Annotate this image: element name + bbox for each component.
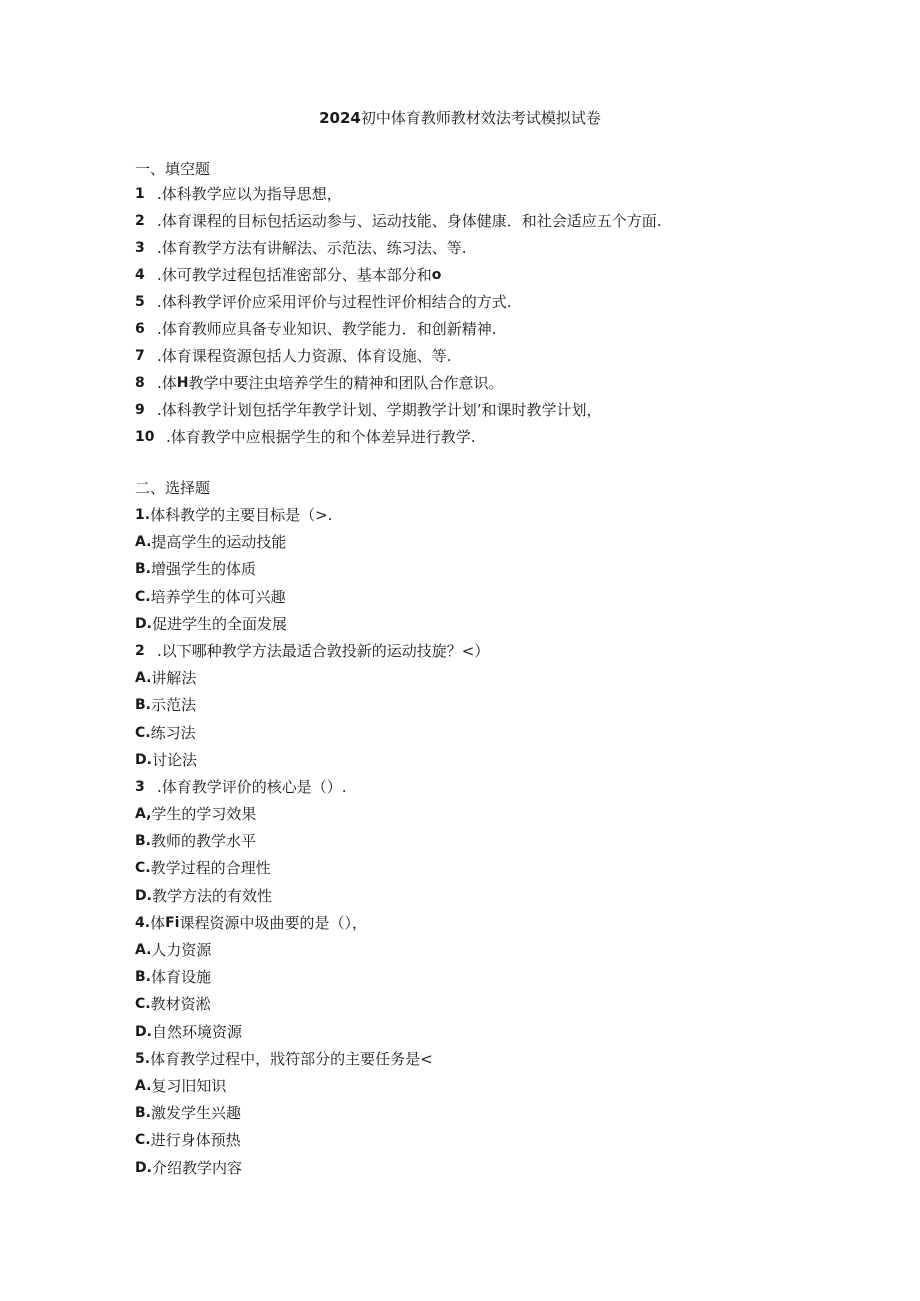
choice-option [135, 559, 489, 586]
question-text-part: 教学中要注虫培养学生的精神和团队合作意识。 [188, 374, 504, 392]
fill-in-question [135, 427, 662, 454]
question-text: .体育教学中应根据学生的和个体差异进行教学. [166, 428, 476, 446]
option-text: 讲解法 [151, 669, 197, 688]
option-letter: A. [135, 670, 152, 687]
fill-in-question [135, 265, 662, 292]
option-letter: D. [135, 887, 152, 904]
question-text-bold: H [176, 375, 189, 391]
choice-question [135, 505, 489, 532]
option-text: 进行身体预热 [150, 1131, 241, 1150]
option-text: 讨论法 [151, 750, 197, 769]
fill-in-question [135, 211, 662, 238]
question-text: .体科教学计划包括学年教学计划、学期教学计划’和课时教学计划， [157, 401, 602, 419]
question-text: 体育教学过程中，戕符部分的主要任务是< [150, 1049, 433, 1068]
fill-in-question [135, 292, 662, 319]
fill-in-question-list [135, 184, 662, 454]
option-text: 复习旧知识 [151, 1076, 227, 1095]
question-number: 2 [135, 642, 145, 659]
question-text-part: .体 [157, 374, 177, 392]
option-letter: C. [135, 1132, 151, 1149]
option-text: 示范法 [151, 696, 197, 715]
option-text: 提高学生的运动技能 [151, 533, 287, 552]
fill-in-question [135, 319, 662, 346]
question-number: 4. [135, 914, 151, 931]
option-text: 体育设施 [151, 968, 212, 987]
option-text: 教材资淞 [150, 995, 211, 1014]
question-text: .体育教学方法有讲解法、示范法、练习法、等. [157, 239, 467, 257]
option-letter: A. [135, 942, 152, 958]
option-text: 自然环境资源 [151, 1022, 242, 1041]
choice-option [135, 1103, 489, 1130]
option-text: 练习法 [150, 723, 196, 742]
question-text-tail: o [431, 267, 442, 283]
option-letter: D. [135, 1159, 152, 1176]
question-number: 7 [135, 348, 145, 364]
option-letter: B. [135, 833, 151, 850]
question-text-part: 体 [150, 913, 166, 932]
choice-question [135, 777, 489, 804]
question-text: .以下哪种教学方法最适合敦投新的运动技旋？<） [157, 641, 490, 660]
question-text-bold: Fi [165, 914, 180, 931]
choice-option [135, 804, 489, 831]
option-letter: B. [135, 969, 151, 986]
question-text: .体育课程资源包括人力资源、体育设施、等. [157, 347, 452, 365]
option-text: 促进学生的全面发展 [151, 614, 287, 633]
question-number: 2 [135, 213, 145, 229]
option-text: 教学过程的合理性 [150, 859, 271, 878]
question-number: 8 [135, 375, 145, 391]
option-text: 介绍教学内容 [151, 1158, 242, 1177]
option-text: 教师的教学水平 [151, 832, 257, 851]
question-text: .体科教学应以为指导思想， [157, 185, 342, 203]
question-number: 3 [135, 240, 145, 256]
choice-option [135, 723, 489, 750]
question-number: 10 [135, 429, 155, 445]
choice-question-list [135, 505, 489, 1185]
choice-option [135, 886, 489, 913]
choice-option [135, 614, 489, 641]
option-text: 培养学生的体可兴趣 [150, 587, 286, 606]
option-letter: C. [135, 588, 151, 605]
question-text: .体育教师应具备专业知识、教学能力．和创新精神. [157, 320, 497, 338]
option-letter: C. [135, 996, 151, 1013]
choice-question [135, 913, 489, 940]
question-number: 4 [135, 267, 145, 283]
fill-in-question [135, 373, 662, 400]
option-letter: B. [135, 1105, 151, 1122]
fill-in-question [135, 238, 662, 265]
question-text: .休可教学过程包括准密部分、基本部分和 [157, 266, 432, 284]
fill-in-question [135, 400, 662, 427]
question-text: .体育教学评价的核心是（）. [157, 777, 347, 796]
option-letter: D. [135, 751, 152, 768]
choice-option [135, 695, 489, 722]
choice-option [135, 1022, 489, 1049]
option-letter: A. [135, 534, 152, 551]
option-letter: D. [135, 615, 152, 632]
option-text: 学生的学习效果 [151, 805, 257, 824]
question-number: 9 [135, 402, 145, 418]
question-number: 1. [135, 507, 151, 523]
fill-in-question [135, 346, 662, 373]
question-number: 5. [135, 1050, 151, 1067]
title-year: 2024 [319, 109, 361, 127]
option-text: 激发学生兴趣 [151, 1104, 242, 1123]
choice-option [135, 1076, 489, 1103]
option-letter: B. [135, 561, 151, 578]
option-letter: B. [135, 697, 151, 714]
choice-option [135, 750, 489, 777]
choice-option [135, 940, 489, 967]
choice-option [135, 1130, 489, 1157]
choice-option [135, 967, 489, 994]
choice-option [135, 831, 489, 858]
option-letter: D. [135, 1023, 152, 1040]
fill-in-question [135, 184, 662, 211]
section-heading-choice: 二、选择题 [135, 479, 211, 497]
choice-option [135, 994, 489, 1021]
section-heading-fill-in: 一、填空题 [135, 160, 211, 178]
option-text: 增强学生的体质 [151, 560, 257, 579]
choice-question [135, 1049, 489, 1076]
option-letter: C. [135, 724, 151, 741]
question-text: .体科教学评价应采用评价与过程性评价相结合的方式. [157, 293, 512, 311]
option-letter: A, [135, 806, 152, 823]
question-text: .体育课程的目标包括运动参与、运动技能、身体健康．和社会适应五个方面. [157, 212, 662, 230]
option-letter: A. [135, 1077, 152, 1094]
choice-option [135, 532, 489, 559]
choice-option [135, 668, 489, 695]
choice-option [135, 858, 489, 885]
option-text: 人力资源 [151, 941, 212, 959]
question-text: 体科教学的主要目标是（>. [150, 506, 333, 524]
title-text: 初中体育教师教材效法考试模拟试卷 [360, 109, 601, 127]
choice-option [135, 1158, 489, 1185]
question-number: 3 [135, 778, 145, 795]
question-number: 1 [135, 186, 145, 202]
option-text: 教学方法的有效性 [151, 886, 272, 905]
question-number: 6 [135, 321, 145, 337]
question-number: 5 [135, 294, 145, 310]
page-title [0, 108, 920, 128]
question-text-part: 课程资源中圾曲要的是（）， [179, 913, 367, 932]
choice-question [135, 641, 489, 668]
choice-option [135, 587, 489, 614]
option-letter: C. [135, 860, 151, 877]
